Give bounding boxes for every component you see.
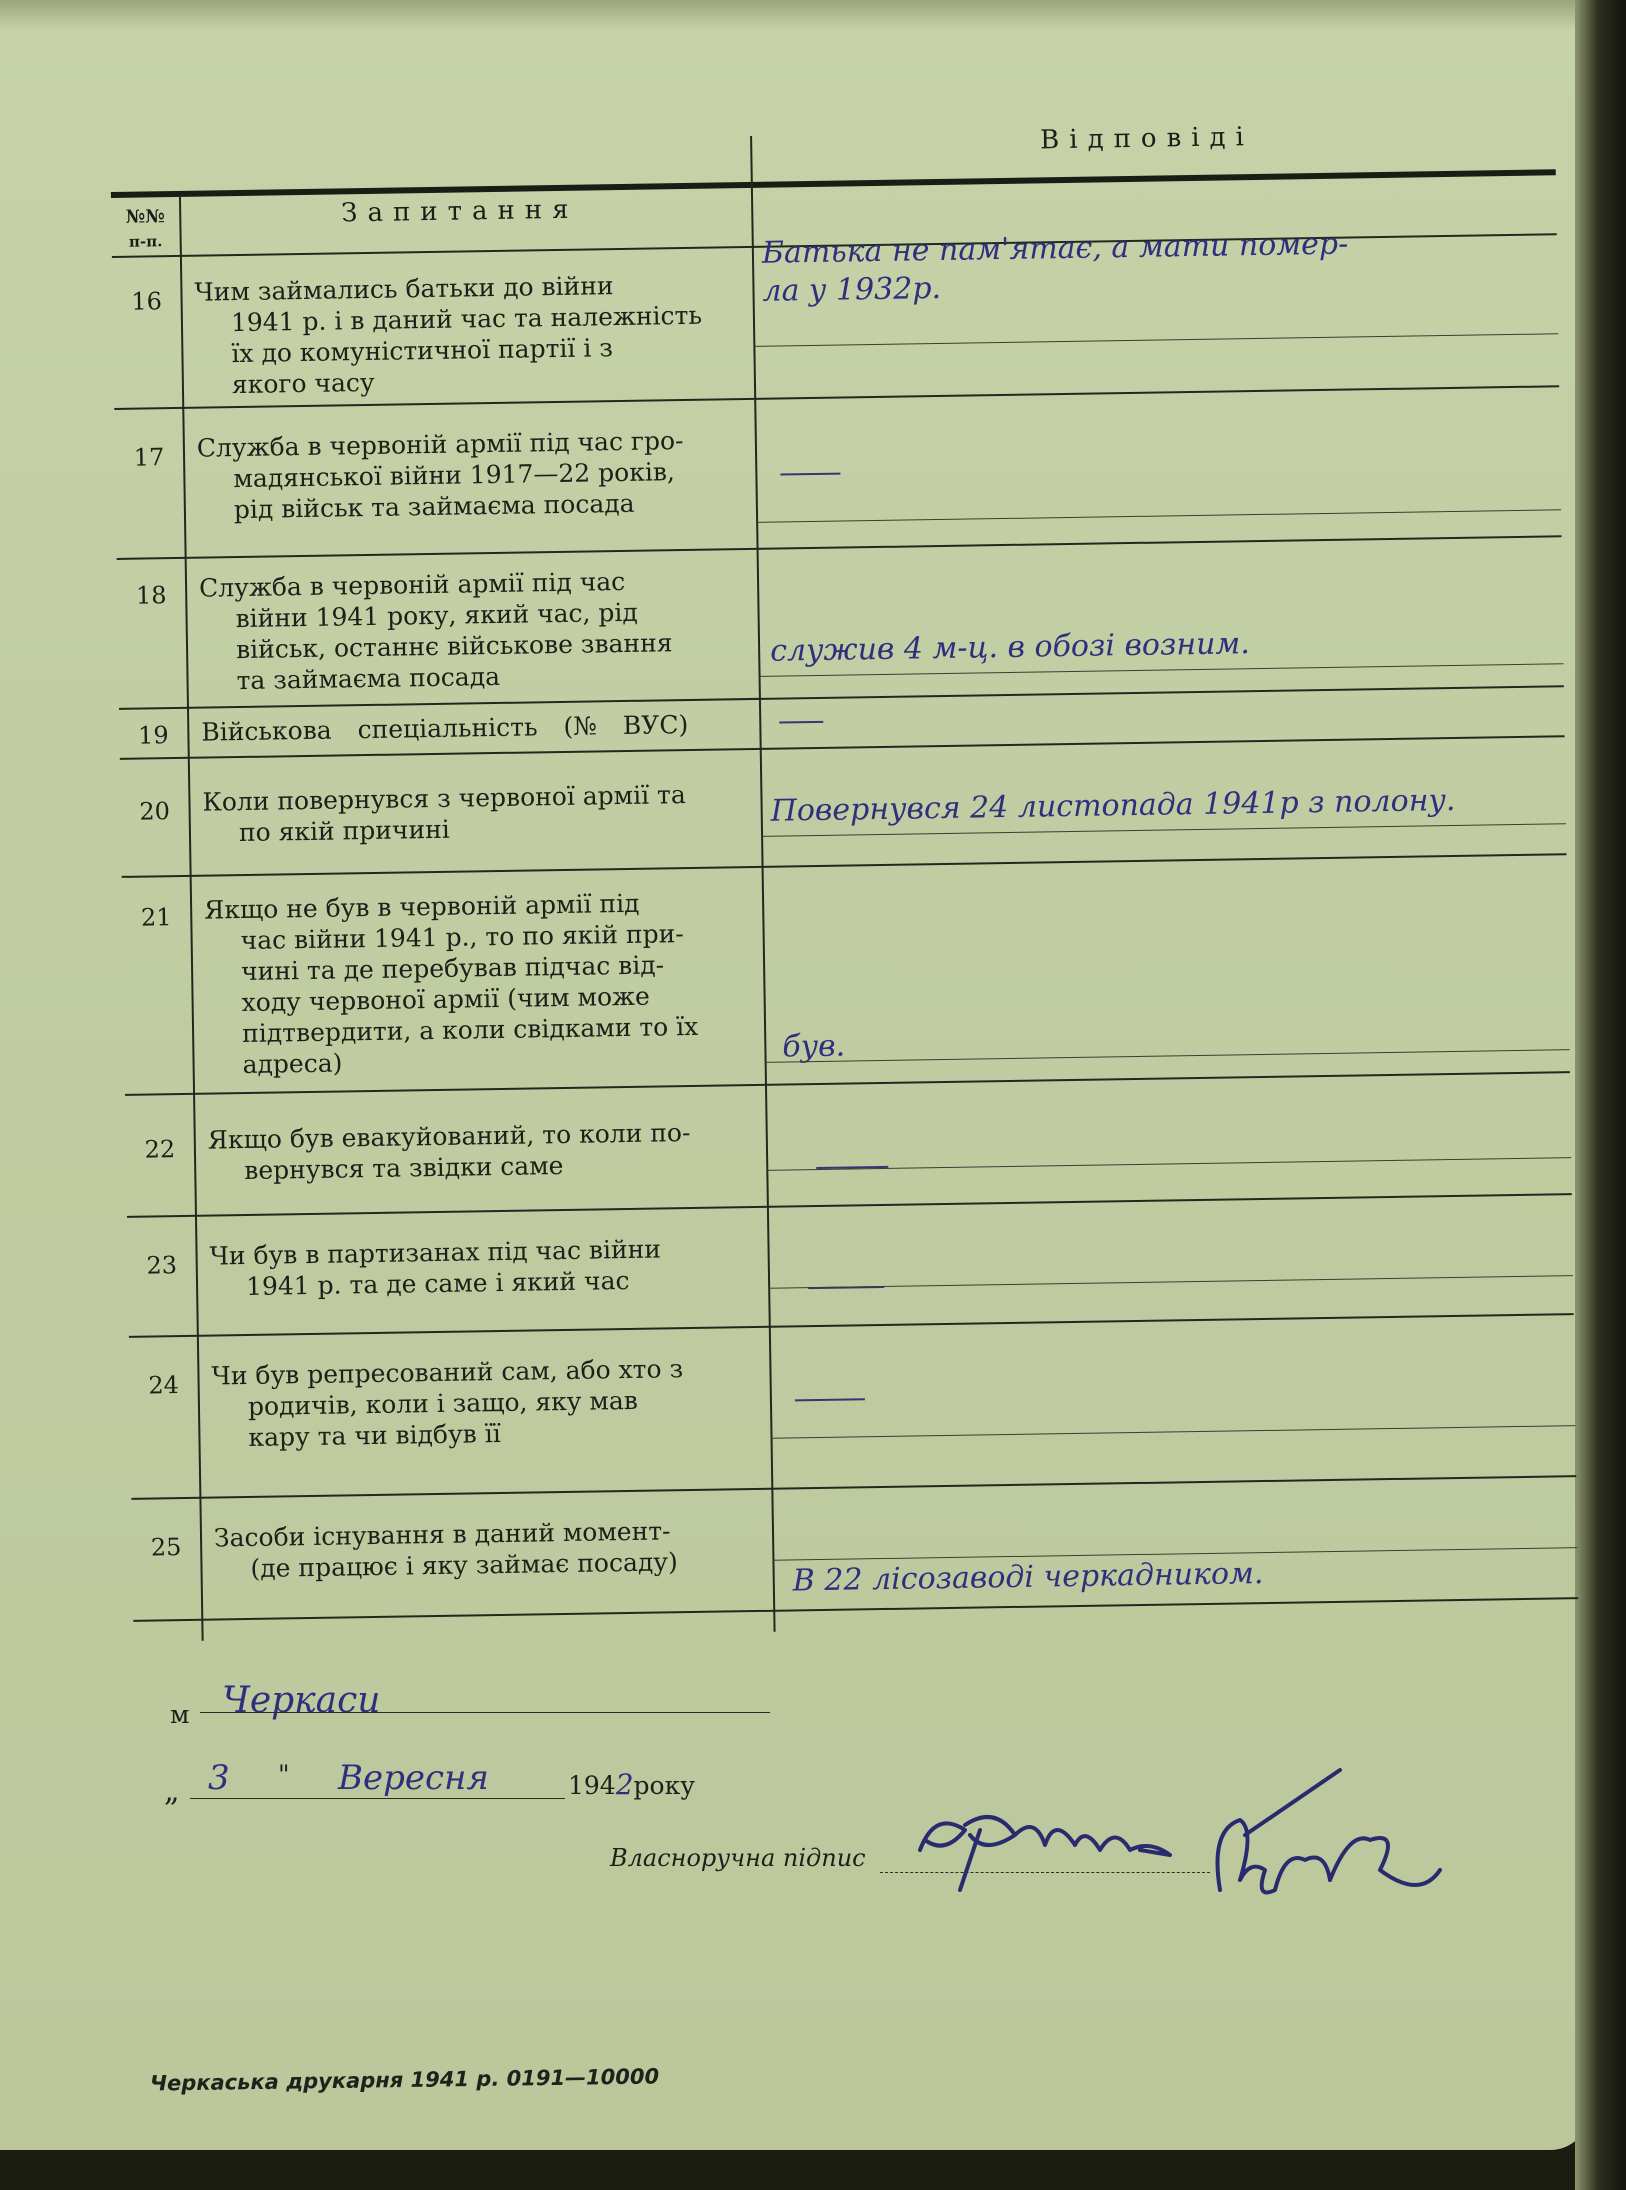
row-number: 17 — [133, 443, 165, 472]
question-text — [208, 1116, 749, 1186]
handwritten-answer: Батька не пам'ятає, а мати помер- — [761, 226, 1349, 271]
row-number: 24 — [148, 1371, 180, 1400]
question-line: Служба в червоній армії під час — [198, 566, 626, 603]
year-suffix: року — [633, 1771, 695, 1800]
question-line: Чи був репресований сам, або хто з — [211, 1354, 684, 1391]
answer-dash — [779, 721, 823, 724]
handwritten-answer: ла у 1932р. — [762, 270, 942, 309]
num-label-line2: п-п. — [128, 232, 163, 251]
question-text — [202, 778, 743, 848]
question-line: Засоби існування в даний момент- — [213, 1516, 671, 1553]
num-label-line1: №№ — [125, 206, 166, 228]
question-text — [214, 1514, 755, 1584]
question-line: рід військ та займаєма посада — [233, 488, 635, 525]
table-row — [131, 1477, 1578, 1622]
page-top-shadow — [0, 0, 1590, 30]
answer-line — [765, 1049, 1570, 1063]
table-row — [120, 737, 1567, 878]
signature-label: Власноручна підпис — [610, 1844, 866, 1872]
question-line: вернувся та звідки саме — [244, 1151, 564, 1186]
question-line: їх до комуністичної партії і з — [231, 333, 614, 369]
question-line: Якщо був евакуйований, то коли по- — [207, 1118, 691, 1155]
city-handwritten: Черкаси — [222, 1680, 381, 1721]
table-row — [125, 1073, 1572, 1218]
answer-line — [753, 333, 1558, 347]
question-text — [201, 708, 741, 747]
handwritten-answer: служив 4 м-ц. в обозі возним. — [769, 626, 1251, 669]
question-line: по якій причині — [238, 814, 451, 848]
question-line: 1941 р. та де саме і який час — [245, 1265, 630, 1302]
handwritten-answer: був. — [782, 1028, 846, 1065]
answer-line — [756, 509, 1561, 523]
question-line: 1941 р. і в даний час та належність — [230, 300, 703, 338]
question-line: Коли повернувся з червоної армії та — [202, 780, 687, 817]
question-line: Військова спеціальність (№ ВУС) — [201, 709, 689, 747]
question-line: Чи був в партизанах під час війни — [209, 1234, 662, 1271]
handwritten-answer: В 22 лісозаводі черкадником. — [792, 1556, 1264, 1599]
table-row — [127, 1195, 1574, 1338]
row-number: 22 — [144, 1135, 176, 1164]
row-number: 16 — [131, 287, 163, 316]
question-text — [194, 268, 736, 400]
question-line: ходу червоної армії (чим може — [241, 981, 651, 1018]
table-row — [112, 226, 1559, 410]
question-line: родичів, коли і защо, яку мав — [247, 1385, 639, 1421]
table-row — [129, 1315, 1576, 1500]
date-day: 3 — [208, 1758, 230, 1798]
year-printed: 194 — [568, 1771, 616, 1800]
questionnaire-table — [110, 113, 1578, 1642]
table-row — [114, 387, 1561, 560]
question-line: підтвердити, а коли свідками то їх — [241, 1011, 699, 1049]
year-field — [568, 1768, 695, 1801]
row-number: 20 — [139, 797, 171, 826]
date-line — [190, 1798, 565, 1799]
date-month: Вересня — [338, 1758, 489, 1798]
question-line: Якщо не був в червоній армії під — [203, 888, 640, 925]
question-text — [204, 886, 747, 1080]
question-line: адреса) — [242, 1048, 343, 1080]
date-quote-close: " — [278, 1760, 290, 1789]
question-line: війни 1941 року, який час, рід — [235, 597, 639, 634]
row-number: 19 — [137, 721, 169, 750]
question-line: кару та чи відбув її — [248, 1419, 501, 1452]
table-row — [117, 537, 1564, 710]
question-line: чині та де перебував підчас від- — [240, 950, 665, 987]
year-handwritten: 2 — [615, 1768, 634, 1801]
question-line: Служба в червоній армії під час гро- — [196, 426, 684, 463]
question-line: якого часу — [231, 367, 375, 400]
row-number: 23 — [146, 1251, 178, 1280]
row-number: 21 — [140, 903, 172, 932]
date-quote-open: „ — [164, 1774, 180, 1809]
handwritten-answer: Повернувся 24 листопада 1941р з полону. — [770, 782, 1456, 829]
row-number: 25 — [150, 1533, 182, 1562]
answers-header: Відповіді — [1039, 122, 1255, 156]
printer-imprint: Черкаська друкарня 1941 р. 0191—10000 — [149, 2064, 660, 2096]
question-text — [199, 564, 741, 696]
question-text — [211, 1352, 752, 1453]
city-line — [200, 1712, 770, 1713]
question-line: військ, останнє військове звання — [235, 628, 673, 665]
answer-line — [766, 1157, 1571, 1171]
table-row — [122, 855, 1570, 1096]
question-text — [209, 1232, 750, 1302]
city-prefix: м — [170, 1700, 190, 1729]
answer-dash — [795, 1398, 865, 1401]
handwritten-signature — [900, 1740, 1460, 1940]
answer-dash — [780, 473, 840, 476]
question-line: (де працює і яку займає посаду) — [250, 1547, 678, 1583]
answer-line — [771, 1425, 1576, 1439]
question-text — [197, 424, 738, 525]
answer-line — [768, 1275, 1573, 1289]
question-line: та займаєма посада — [236, 661, 501, 696]
book-binding-edge — [1575, 0, 1626, 2190]
question-line: Чим займались батьки до війни — [194, 271, 614, 307]
question-line: мадянської війни 1917—22 років, — [233, 457, 676, 494]
questions-header: Запитання — [341, 194, 579, 229]
question-line: час війни 1941 р., то по якій при- — [240, 919, 684, 956]
row-number: 18 — [135, 581, 167, 610]
